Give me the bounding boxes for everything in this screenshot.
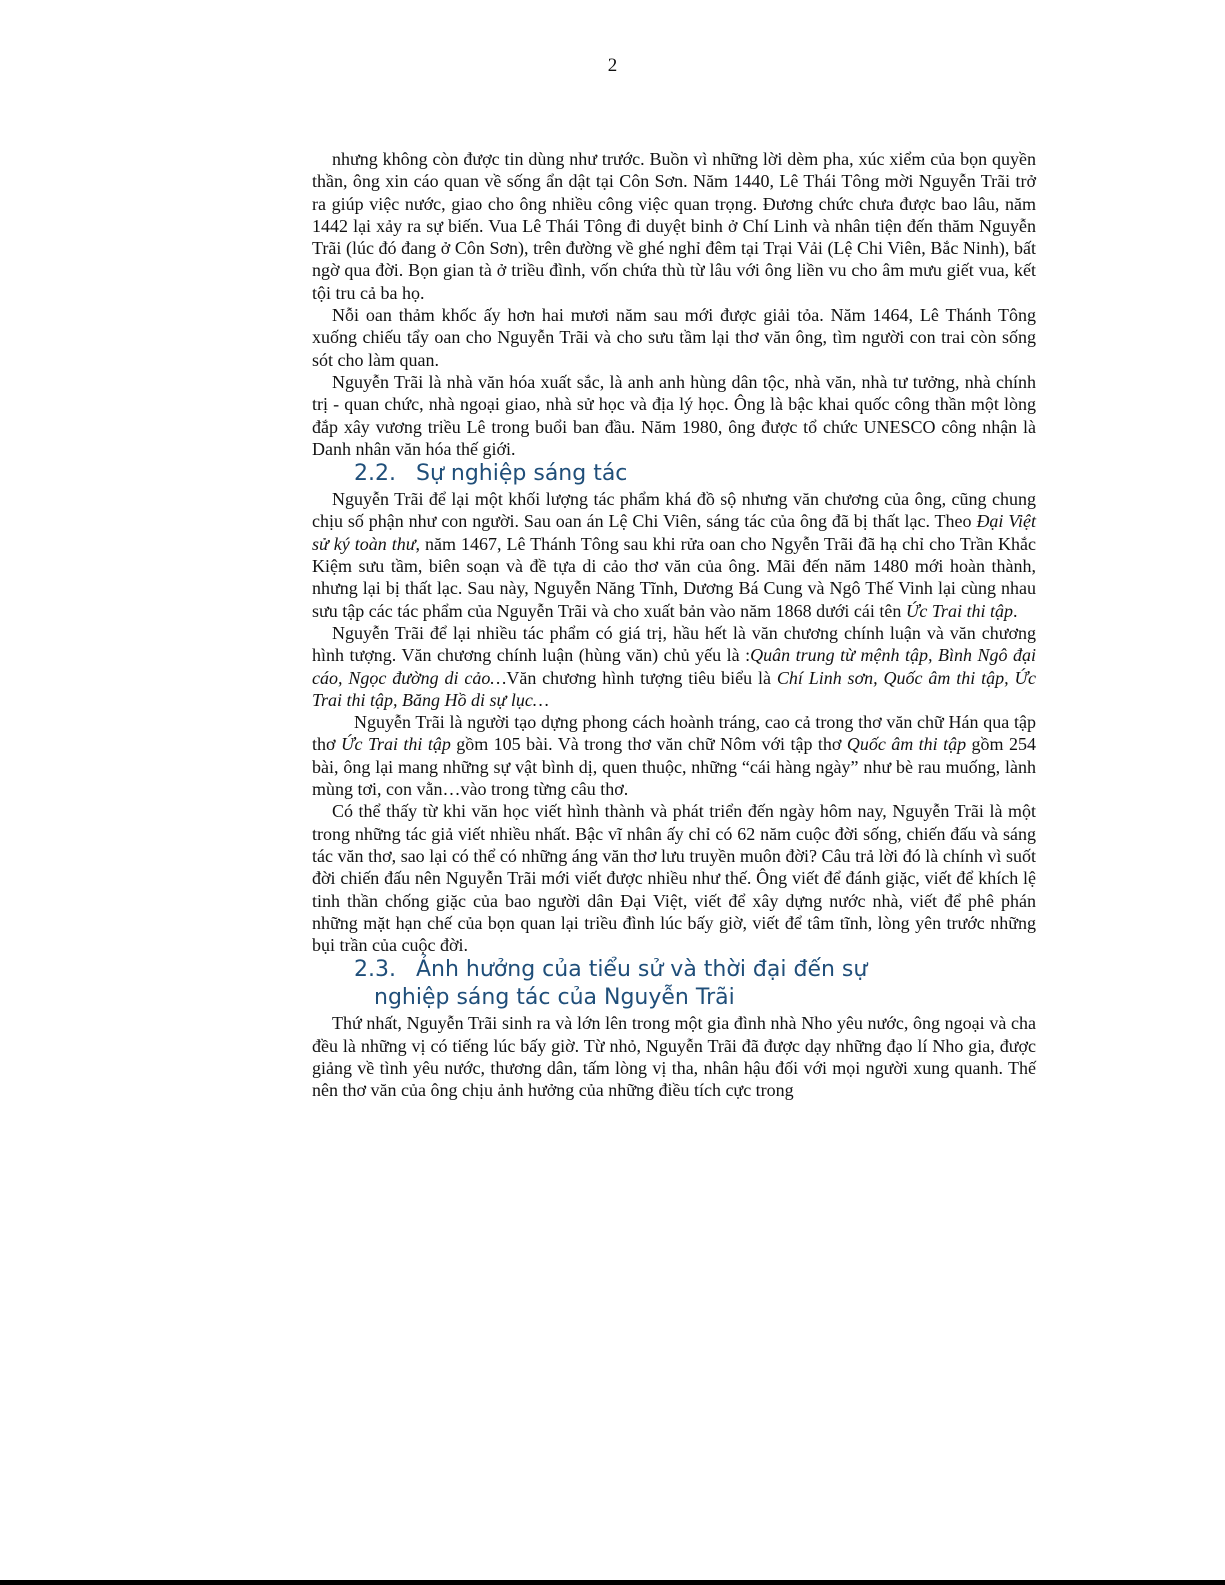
section-title-line2: nghiệp sáng tác của Nguyễn Trãi	[374, 985, 735, 1011]
section-title: Sự nghiệp sáng tác	[416, 461, 628, 487]
book-titles: Chí Linh sơn, Quốc âm thi tập, Ức Trai thi tập, Băng Hồ di sự lục…	[312, 667, 1036, 710]
book-titles: Quân trung từ mệnh tập, Bình Ngô đại cáo, Ngọc đường di cảo…	[312, 645, 1036, 688]
paragraph-text: gồm 105 bài. Và trong thơ văn chữ Nôm với tập thơ	[450, 734, 847, 755]
section-number: 2.2.	[354, 461, 396, 487]
page-number: 2	[607, 55, 618, 76]
paragraph	[312, 488, 1036, 622]
paragraph-text: gồm 254 bài, ông lại mang những sự vật bình dị, quen thuộc, những “cái hàng ngày” như bè rau muống, lành mùng tơi, con vằn…vào trong từng câu thơ.	[312, 734, 1036, 800]
paragraph	[312, 622, 1036, 711]
paragraph: nhưng không còn được tin dùng như trước. Buồn vì những lời dèm pha, xúc xiểm của bọn quyền thần, ông xin cáo quan về sống ẩn dật tại Côn Sơn. Năm 1440, Lê Thái Tông mời Nguyễn Trãi trở ra giúp việc nước, giao cho ông nhiều công việc quan trọng. Đương chức chưa được bao lâu, năm 1442 lại xảy ra sự biến. Vua Lê Thái Tông đi duyệt binh ở Chí Linh và nhân tiện đến thăm Nguyễn Trãi (lúc đó đang ở Côn Sơn), trên đường về ghé nghỉ đêm tại Trại Vải (Lệ Chi Viên, Bắc Ninh), bất ngờ qua đời. Bọn gian tà ở triều đình, vốn chứa thù từ lâu với ông liền vu cho âm mưu giết vua, kết tội tru cả ba họ.	[312, 149, 1036, 303]
paragraph-text: Nguyễn Trãi để lại nhiều tác phẩm có giá trị, hầu hết là văn chương chính luận và văn chương hình tượng. Văn chương chính luận (hùng văn) chủ yếu là :	[312, 622, 1036, 666]
section-heading-2-3	[312, 956, 1036, 1012]
paragraph-text: Nguyễn Trãi để lại một khối lượng tác phẩm khá đồ sộ nhưng văn chương của ông, cũng chung chịu số phận như con người. Sau oan án Lệ Chi Viên, sáng tác của ông đã bị thất lạc. Theo	[312, 489, 1036, 532]
book-title: Quốc âm thi tập	[846, 734, 967, 755]
paragraph: Có thể thấy từ khi văn học viết hình thành và phát triển đến ngày hôm nay, Nguyễn Trãi là một trong những tác giả viết nhiều nhất. Bậc vĩ nhân ấy chỉ có 62 năm cuộc đời sống, chiến đấu và sáng tác văn thơ, sao lại có thể có những áng văn thơ lưu truyền muôn đời? Câu trả lời đó là chính vì suốt đời chiến đấu nên Nguyễn Trãi mới viết được nhiều như thế. Ông viết để đánh giặc, viết để khích lệ tinh thần chống giặc của bao người dân Đại Việt, viết để xây dựng nước nhà, viết để phê phán những mặt hạn chế của bọn quan lại triều đình lúc bấy giờ, viết để tâm tĩnh, lòng yên trước những bụi trần của cuộc đời.	[312, 801, 1036, 956]
paragraph: Nguyễn Trãi là nhà văn hóa xuất sắc, là anh anh hùng dân tộc, nhà văn, nhà tư tưởng, nhà chính trị - quan chức, nhà ngoại giao, nhà sử học và địa lý học. Ông là bậc khai quốc công thần một lòng đắp xây vương triều Lê trong buổi ban đầu. Năm 1980, ông được tổ chức UNESCO công nhận là Danh nhân văn hóa thế giới.	[312, 371, 1036, 459]
book-title: Đại Việt sử ký toàn thư	[312, 511, 1036, 554]
section-heading-2-2	[312, 460, 1036, 488]
page-bottom-border	[0, 1580, 1225, 1585]
section-number: 2.3.	[354, 957, 396, 983]
document-body	[312, 148, 1036, 1102]
paragraph: Thứ nhất, Nguyễn Trãi sinh ra và lớn lên trong một gia đình nhà Nho yêu nước, ông ngoại và cha đều là những vị có tiếng lúc bấy giờ. Từ nhỏ, Nguyễn Trãi đã được dạy những đạo lí Nho gia, được giảng về tình yêu nước, thương dân, tấm lòng vị tha, nhân hậu đối với mọi người xung quanh. Thế nên thơ văn của ông chịu ảnh hưởng của những điều tích cực trong	[312, 1013, 1036, 1101]
paragraph-text: Văn chương hình tượng tiêu biểu là	[506, 667, 777, 688]
section-title-line1: Ảnh hưởng của tiểu sử và thời đại đến sự	[416, 957, 868, 983]
paragraph-text: Nguyễn Trãi là người tạo dựng phong cách hoành tráng, cao cả trong thơ văn chữ Hán qua tập thơ	[312, 712, 1036, 755]
book-title: Ức Trai thi tập	[905, 600, 1013, 621]
book-title: Ức Trai thi tập	[340, 734, 451, 755]
paragraph-text: .	[1012, 600, 1018, 621]
paragraph: Nỗi oan thảm khốc ấy hơn hai mươi năm sau mới được giải tỏa. Năm 1464, Lê Thánh Tông xuống chiếu tẩy oan cho Nguyễn Trãi và cho sưu tầm lại thơ văn ông, tìm người con trai còn sống sót cho làm quan.	[312, 305, 1036, 370]
paragraph	[312, 711, 1036, 800]
paragraph-text: , năm 1467, Lê Thánh Tông sau khi rửa oan cho Ngyễn Trãi đã hạ chỉ cho Trần Khắc Kiệm sưu tầm, biên soạn và đề tựa di cảo thơ văn của ông. Mãi đến năm 1480 mới hoàn thành, nhưng lại bị thất lạc. Sau này, Nguyễn Năng Tĩnh, Dương Bá Cung và Ngô Thế Vinh lại cùng nhau sưu tập các tác phẩm của Nguyễn Trãi và cho xuất bản vào năm 1868 dưới cái tên	[312, 533, 1037, 621]
